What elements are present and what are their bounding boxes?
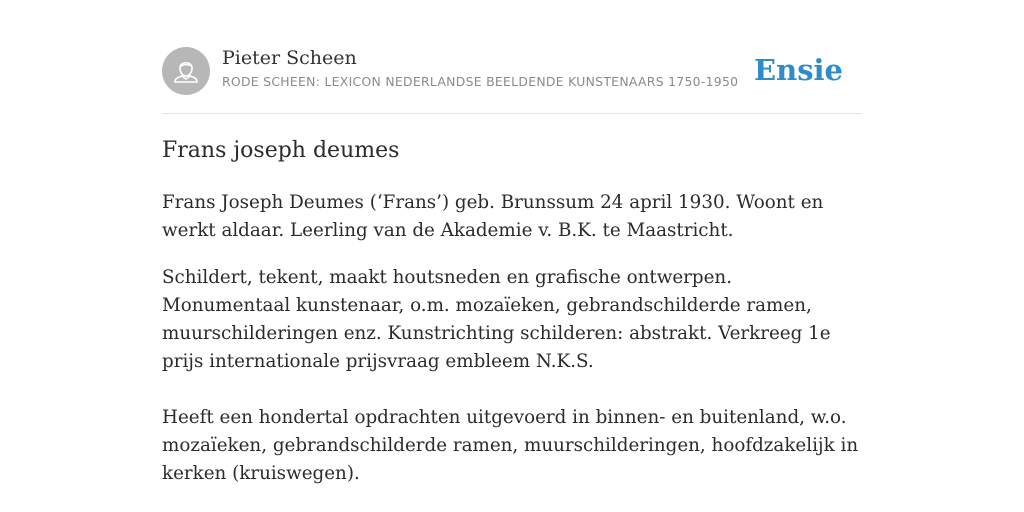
ensie-logo[interactable]: Ensie: [754, 53, 843, 87]
source-label[interactable]: RODE SCHEEN: LEXICON NEDERLANDSE BEELDENDE KUNSTENAARS 1750-1950: [222, 74, 739, 89]
article-card: [162, 45, 862, 488]
article-title: Frans joseph deumes: [162, 138, 400, 163]
article-paragraph: Heeft een hondertal opdrachten uitgevoerd in binnen- en buitenland, w.o. mozaïeken, gebrandschilderde ramen, muurschilderingen, hoofdzakelijk in kerken (kruiswegen).: [162, 407, 859, 484]
article-header: [162, 45, 862, 114]
author-name[interactable]: Pieter Scheen: [222, 47, 357, 69]
article-paragraph: Frans Joseph Deumes (‘Frans’) geb. Brunssum 24 april 1930. Woont en werkt aldaar. Leerling van de Akademie v. B.K. te Maastricht.: [162, 192, 824, 241]
article-paragraph: Schildert, tekent, maakt houtsneden en grafische ontwerpen. Monumentaal kunstenaar, o.m. mozaïeken, gebrandschilderde ramen, muurschilderingen enz. Kunstrichting schilderen: abstrakt. Verkreeg 1e prijs internationale prijsvraag embleem N.K.S.: [162, 267, 831, 372]
user-icon: [162, 47, 210, 95]
avatar[interactable]: [162, 47, 210, 95]
